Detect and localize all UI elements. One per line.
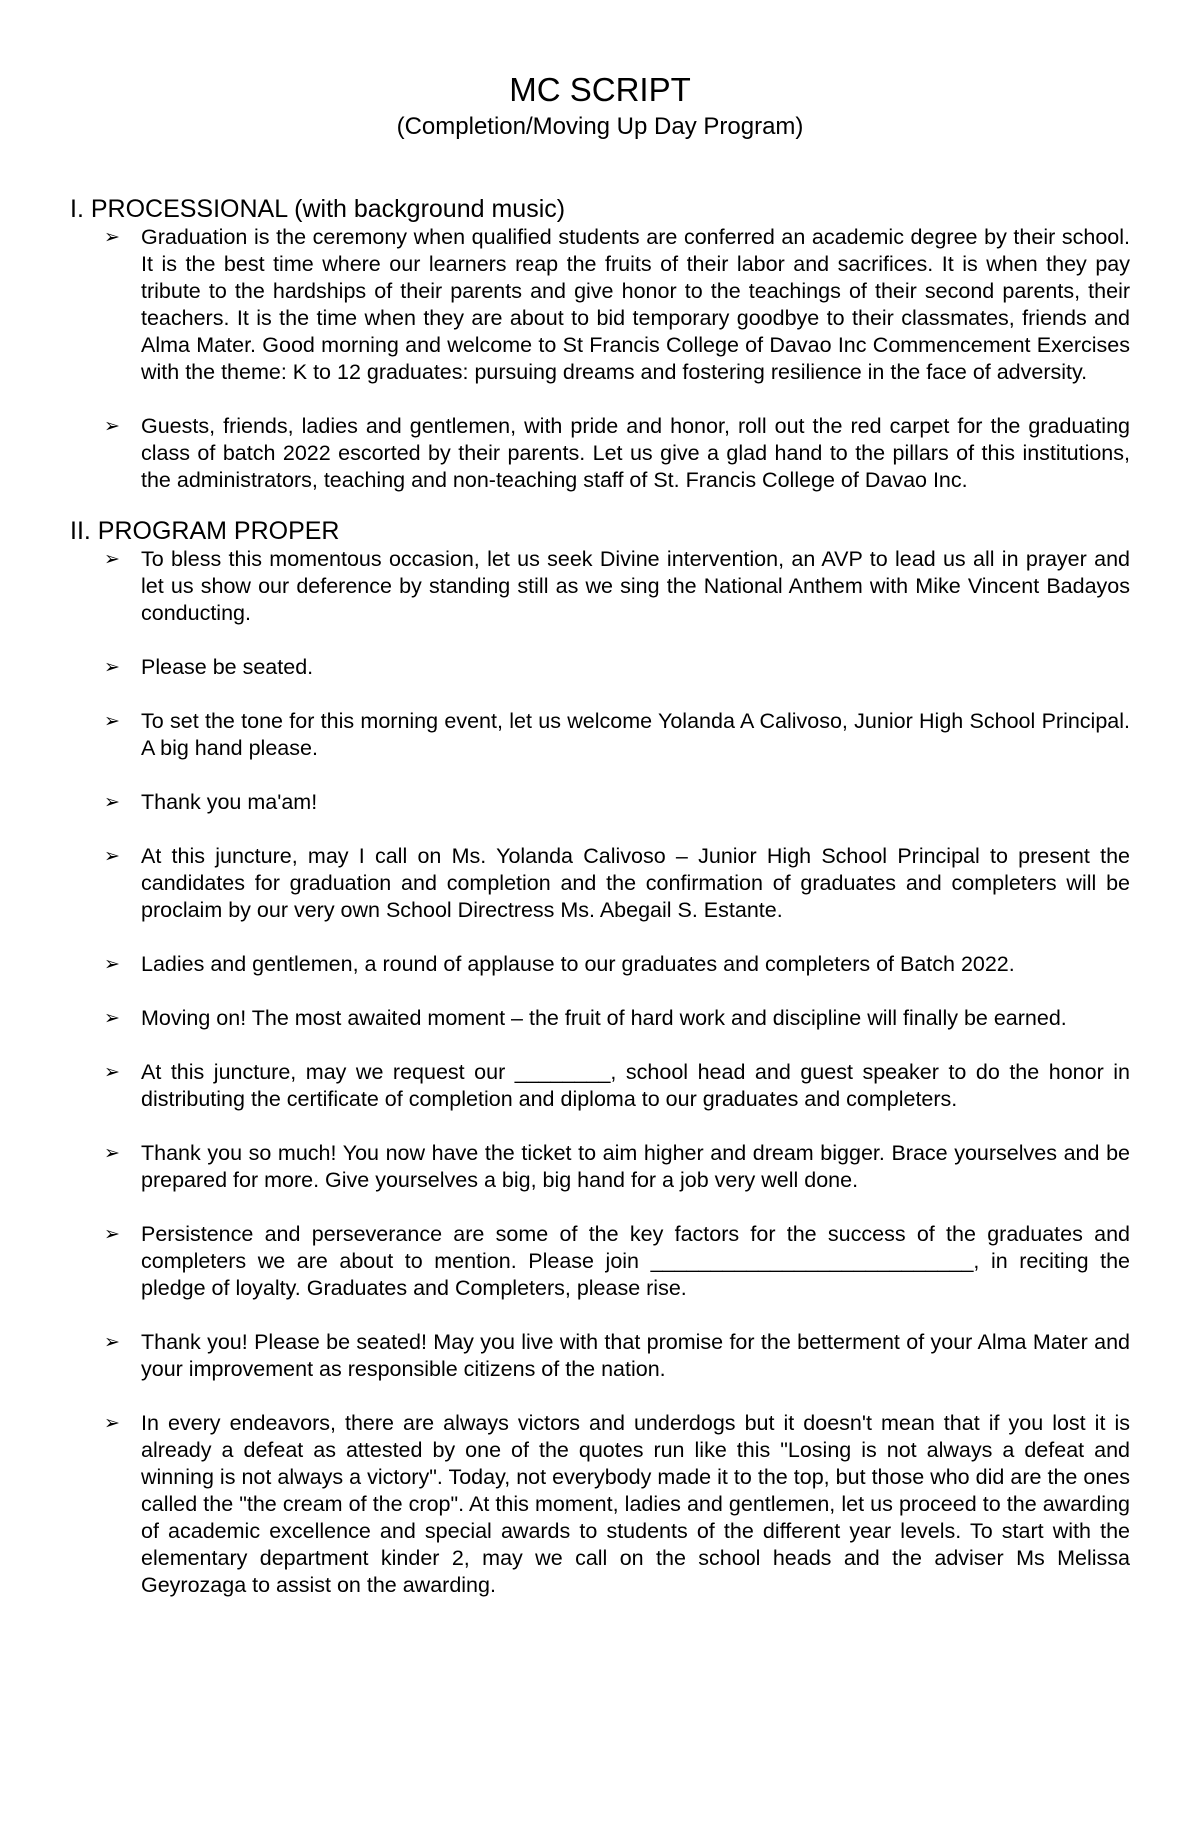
list-item-text: Ladies and gentlemen, a round of applause to our graduates and completers of Batch 2022. (141, 952, 1015, 976)
arrowhead-bullet-icon: ➢ (104, 657, 120, 678)
section-heading-processional: I. PROCESSIONAL (with background music) (70, 195, 566, 223)
list-item-text: In every endeavors, there are always victors and underdogs but it doesn't mean that if you lost it is already a defeat as attested by one of the quotes run like this "Losing is not always a defeat and winning is not always a victory". Today, not everybody made it to the top, but those who did are the ones called the "the cream of the crop". At this moment, ladies and gentlemen, let us proceed to the awarding of academic excellence and special awards to students of the different year levels. To start with the elementary department kinder 2, may we call on the school heads and the adviser Ms Melissa Geyrozaga to assist on the awarding. (141, 1411, 1130, 1597)
arrowhead-bullet-icon: ➢ (104, 792, 120, 813)
list-item (70, 789, 1130, 816)
list-item (70, 413, 1130, 494)
list-item (70, 951, 1130, 978)
list-item-text: Thank you! Please be seated! May you live with that promise for the betterment of your Alma Mater and your improvement as responsible citizens of the nation. (141, 1330, 1130, 1381)
document-title: MC SCRIPT (509, 71, 691, 108)
processional-list (70, 224, 1130, 494)
arrowhead-bullet-icon: ➢ (104, 954, 120, 975)
arrowhead-bullet-icon: ➢ (104, 227, 120, 248)
list-item-text: Thank you ma'am! (141, 790, 318, 814)
list-item-text: At this juncture, may I call on Ms. Yolanda Calivoso – Junior High School Principal to present the candidates for graduation and completion and the confirmation of graduates and completers will be proclaim by our very own School Directress Ms. Abegail S. Estante. (141, 844, 1130, 922)
list-item-text: Graduation is the ceremony when qualified students are conferred an academic degree by their school. It is the best time where our learners reap the fruits of their labor and sacrifices. It is when they pay tribute to the hardships of their parents and give honor to the teachings of their second parents, their teachers. It is the time when they are about to bid temporary goodbye to their classmates, friends and Alma Mater. Good morning and welcome to St Francis College of Davao Inc Commencement Exercises with the theme: K to 12 graduates: pursuing dreams and fostering resilience in the face of adversity. (141, 225, 1130, 384)
arrowhead-bullet-icon: ➢ (104, 416, 120, 437)
arrowhead-bullet-icon: ➢ (104, 1224, 120, 1245)
list-item (70, 1005, 1130, 1032)
arrowhead-bullet-icon: ➢ (104, 1332, 120, 1353)
document-subtitle: (Completion/Moving Up Day Program) (396, 113, 804, 140)
arrowhead-bullet-icon: ➢ (104, 1062, 120, 1083)
list-item-text: At this juncture, may we request our ________, school head and guest speaker to do the honor in distributing the certificate of completion and diploma to our graduates and completers. (141, 1060, 1130, 1111)
list-item (70, 1221, 1130, 1302)
list-item (70, 708, 1130, 762)
list-item-text: To set the tone for this morning event, let us welcome Yolanda A Calivoso, Junior High School Principal. A big hand please. (141, 709, 1130, 760)
arrowhead-bullet-icon: ➢ (104, 549, 120, 570)
list-item-text: To bless this momentous occasion, let us seek Divine intervention, an AVP to lead us all in prayer and let us show our deference by standing still as we sing the National Anthem with Mike Vincent Badayos conducting. (141, 547, 1130, 625)
arrowhead-bullet-icon: ➢ (104, 1008, 120, 1029)
arrowhead-bullet-icon: ➢ (104, 1413, 120, 1434)
arrowhead-bullet-icon: ➢ (104, 711, 120, 732)
list-item-text: Persistence and perseverance are some of the key factors for the success of the graduates and completers we are about to mention. Please join ___________________________, in reciting the pledge of loyalty. Graduates and Completers, please rise. (141, 1222, 1130, 1300)
list-item-text: Thank you so much! You now have the ticket to aim higher and dream bigger. Brace yourselves and be prepared for more. Give yourselves a big, big hand for a job very well done. (141, 1141, 1130, 1192)
list-item (70, 224, 1130, 386)
list-item-text: Guests, friends, ladies and gentlemen, with pride and honor, roll out the red carpet for the graduating class of batch 2022 escorted by their parents. Let us give a glad hand to the pillars of this institutions, the administrators, teaching and non-teaching staff of St. Francis College of Davao Inc. (141, 414, 1130, 492)
arrowhead-bullet-icon: ➢ (104, 846, 120, 867)
arrowhead-bullet-icon: ➢ (104, 1143, 120, 1164)
list-item-text: Moving on! The most awaited moment – the fruit of hard work and discipline will finally be earned. (141, 1006, 1067, 1030)
list-item (70, 546, 1130, 627)
list-item (70, 1410, 1130, 1599)
list-item (70, 1140, 1130, 1194)
program-proper-list (70, 546, 1130, 1599)
document-page (70, 70, 1130, 1599)
list-item (70, 1329, 1130, 1383)
list-item (70, 654, 1130, 681)
list-item-text: Please be seated. (141, 655, 314, 679)
section-heading-program-proper: II. PROGRAM PROPER (70, 517, 340, 545)
list-item (70, 843, 1130, 924)
list-item (70, 1059, 1130, 1113)
